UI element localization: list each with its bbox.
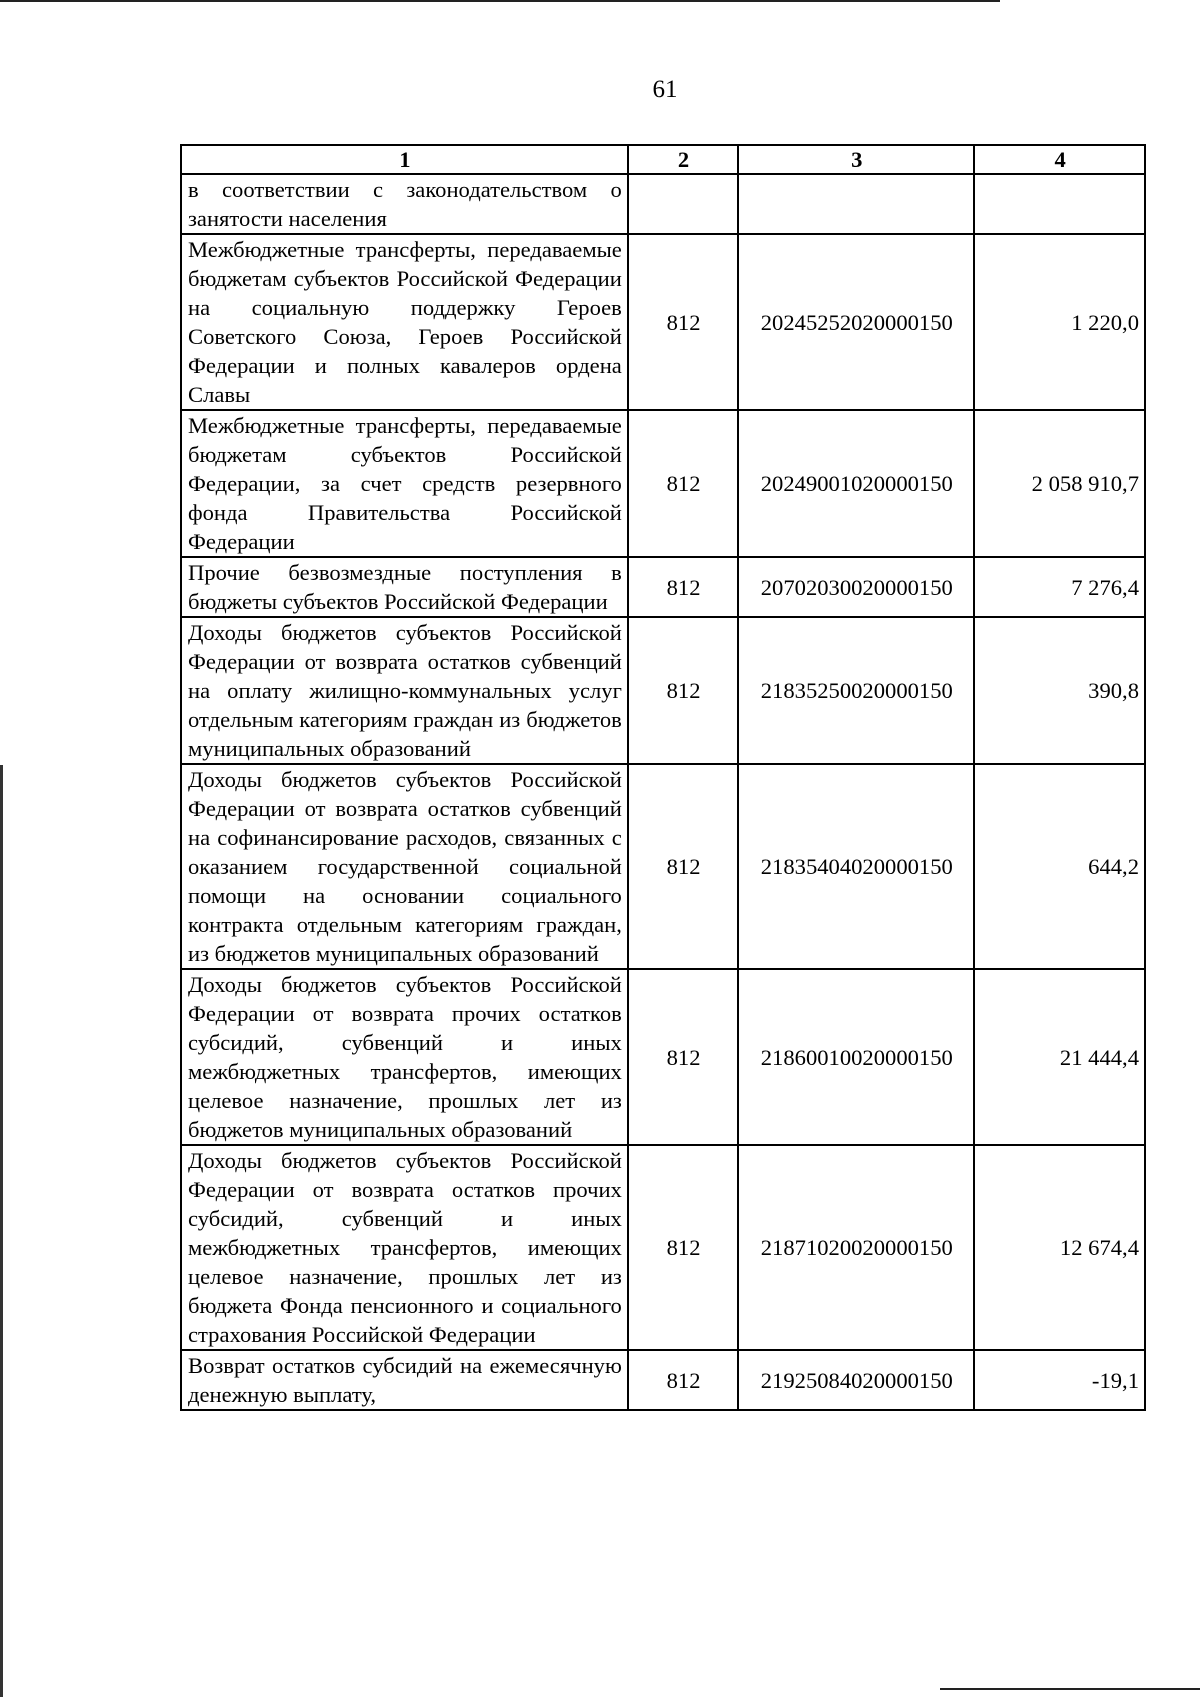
row-admin-code: 812 [628, 1350, 738, 1410]
header-col-2: 2 [628, 145, 738, 174]
row-admin-code [628, 174, 738, 234]
header-col-4: 4 [974, 145, 1145, 174]
row-budget-code: 20249001020000150 [738, 410, 974, 557]
row-admin-code: 812 [628, 234, 738, 410]
row-budget-code: 20702030020000150 [738, 557, 974, 617]
row-budget-code: 21860010020000150 [738, 969, 974, 1145]
row-description: Доходы бюджетов субъектов Российской Федерации от возврата остатков субвенций на софинансирование расходов, связанных с оказанием государственной социальной помощи на основании социального контракта отдельным категориям граждан, из бюджетов муниципальных образований [181, 764, 628, 969]
row-description: Межбюджетные трансферты, передаваемые бюджетам субъектов Российской Федерации, за счет средств резервного фонда Правительства Российской Федерации [181, 410, 628, 557]
row-budget-code: 21925084020000150 [738, 1350, 974, 1410]
table-row [181, 1145, 1145, 1350]
row-admin-code: 812 [628, 557, 738, 617]
row-admin-code: 812 [628, 1145, 738, 1350]
table-row [181, 174, 1145, 234]
row-amount: 644,2 [974, 764, 1145, 969]
row-description: Прочие безвозмездные поступления в бюджеты субъектов Российской Федерации [181, 557, 628, 617]
table-row [181, 234, 1145, 410]
row-description: в соответствии с законодательством о занятости населения [181, 174, 628, 234]
page-number: 61 [652, 76, 678, 103]
table-row [181, 410, 1145, 557]
row-amount [974, 174, 1145, 234]
row-amount: 7 276,4 [974, 557, 1145, 617]
table-row [181, 764, 1145, 969]
row-description: Возврат остатков субсидий на ежемесячную денежную выплату, [181, 1350, 628, 1410]
table-row [181, 557, 1145, 617]
revenue-table [180, 144, 1146, 1411]
row-budget-code: 21835250020000150 [738, 617, 974, 764]
row-amount: 1 220,0 [974, 234, 1145, 410]
row-budget-code: 21835404020000150 [738, 764, 974, 969]
row-admin-code: 812 [628, 410, 738, 557]
row-description: Доходы бюджетов субъектов Российской Федерации от возврата остатков прочих субсидий, субвенций и иных межбюджетных трансфертов, имеющих целевое назначение, прошлых лет из бюджета Фонда пенсионного и социального страхования Российской Федерации [181, 1145, 628, 1350]
scan-edge-left [0, 765, 3, 1697]
header-col-1: 1 [181, 145, 628, 174]
row-admin-code: 812 [628, 969, 738, 1145]
table-header-row [181, 145, 1145, 174]
row-amount: 2 058 910,7 [974, 410, 1145, 557]
table-row [181, 969, 1145, 1145]
row-amount: 21 444,4 [974, 969, 1145, 1145]
header-col-3: 3 [738, 145, 974, 174]
row-amount: -19,1 [974, 1350, 1145, 1410]
table-body [181, 145, 1145, 1410]
table-row [181, 617, 1145, 764]
scan-edge-top [0, 0, 1000, 2]
row-amount: 12 674,4 [974, 1145, 1145, 1350]
table-row [181, 1350, 1145, 1410]
row-description: Доходы бюджетов субъектов Российской Федерации от возврата прочих остатков субсидий, субвенций и иных межбюджетных трансфертов, имеющих целевое назначение, прошлых лет из бюджетов муниципальных образований [181, 969, 628, 1145]
row-budget-code: 20245252020000150 [738, 234, 974, 410]
scan-edge-bottom [940, 1688, 1200, 1690]
row-amount: 390,8 [974, 617, 1145, 764]
row-admin-code: 812 [628, 617, 738, 764]
row-admin-code: 812 [628, 764, 738, 969]
row-budget-code [738, 174, 974, 234]
row-description: Доходы бюджетов субъектов Российской Федерации от возврата остатков субвенций на оплату жилищно-коммунальных услуг отдельным категориям граждан из бюджетов муниципальных образований [181, 617, 628, 764]
row-description: Межбюджетные трансферты, передаваемые бюджетам субъектов Российской Федерации на социальную поддержку Героев Советского Союза, Героев Российской Федерации и полных кавалеров ордена Славы [181, 234, 628, 410]
row-budget-code: 21871020020000150 [738, 1145, 974, 1350]
